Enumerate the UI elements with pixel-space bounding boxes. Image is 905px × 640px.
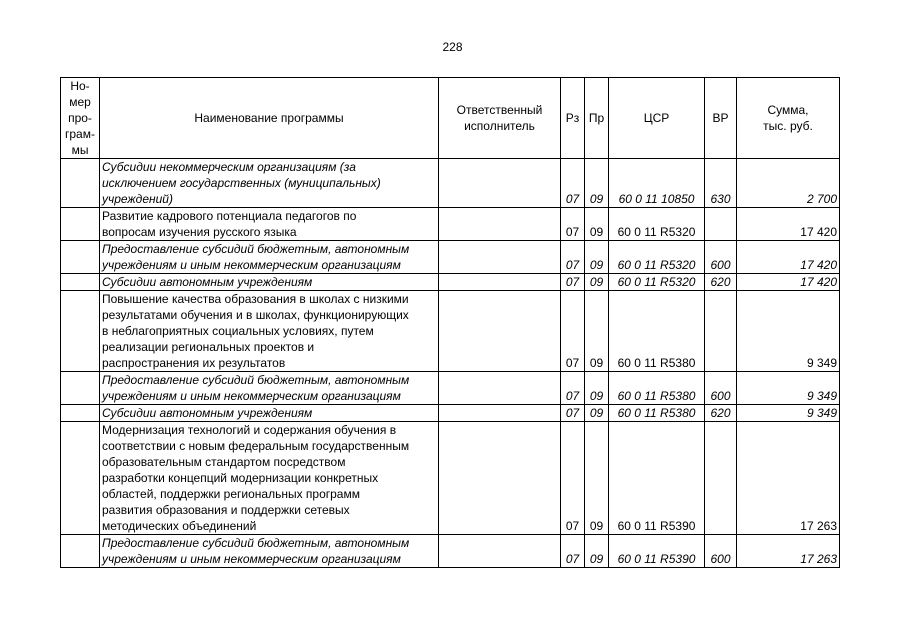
program-number-cell bbox=[61, 241, 100, 274]
page-number: 228 bbox=[442, 40, 463, 54]
csr-cell bbox=[609, 241, 705, 274]
program-name-cell bbox=[100, 208, 439, 241]
table-row bbox=[61, 159, 840, 208]
header-program-number: Но- мер про- грам- мы bbox=[61, 78, 100, 159]
pr-cell-text: 09 bbox=[589, 519, 604, 533]
table-row bbox=[61, 535, 840, 568]
pr-cell bbox=[585, 274, 609, 291]
header-csr: ЦСР bbox=[609, 78, 705, 159]
vr-cell-text: 600 bbox=[710, 258, 731, 272]
program-name-cell-text: Предоставление субсидий бюджетным, автономным учреждениям и иным некоммерческим организациям bbox=[102, 242, 410, 272]
responsible-cell bbox=[439, 422, 561, 535]
responsible-cell bbox=[439, 208, 561, 241]
pr-cell bbox=[585, 208, 609, 241]
pr-cell-text: 09 bbox=[589, 258, 604, 272]
table-row bbox=[61, 405, 840, 422]
csr-cell bbox=[609, 159, 705, 208]
program-name-cell bbox=[100, 372, 439, 405]
table-row bbox=[61, 241, 840, 274]
program-number-cell bbox=[61, 274, 100, 291]
amount-cell bbox=[737, 159, 840, 208]
amount-cell bbox=[737, 422, 840, 535]
csr-cell-text: 60 0 11 R5390 bbox=[617, 519, 696, 533]
csr-cell-text: 60 0 11 R5320 bbox=[617, 258, 696, 272]
program-name-cell-text: Модернизация технологий и содержания обучения в соответствии с новым федеральным государственным образовательным стандартом посредством разработки концепций модернизации конкретных областей, поддержки региональных программ развития образования и поддержки сетевых методических объединений bbox=[102, 423, 410, 533]
csr-cell bbox=[609, 372, 705, 405]
rz-cell-text: 07 bbox=[565, 519, 580, 533]
rz-cell bbox=[561, 208, 585, 241]
program-name-cell-text: Развитие кадрового потенциала педагогов по вопросам изучения русского языка bbox=[102, 209, 357, 239]
vr-cell bbox=[705, 159, 737, 208]
amount-cell-text: 17 420 bbox=[800, 225, 837, 239]
program-name-cell-text: Предоставление субсидий бюджетным, автономным учреждениям и иным некоммерческим организациям bbox=[102, 373, 410, 403]
vr-cell bbox=[705, 208, 737, 241]
responsible-cell bbox=[439, 535, 561, 568]
table-body bbox=[61, 159, 840, 568]
amount-cell-text: 17 420 bbox=[800, 258, 837, 272]
pr-cell-text: 09 bbox=[589, 552, 604, 566]
program-name-cell-text: Субсидии автономным учреждениям bbox=[102, 275, 313, 289]
pr-cell-text: 09 bbox=[589, 275, 604, 289]
amount-cell-text: 17 263 bbox=[800, 552, 837, 566]
pr-cell-text: 09 bbox=[589, 192, 604, 206]
csr-cell bbox=[609, 274, 705, 291]
vr-cell bbox=[705, 535, 737, 568]
amount-cell bbox=[737, 208, 840, 241]
program-name-cell-text: Субсидии некоммерческим организациям (за исключением государственных (муниципальных) учреждений) bbox=[102, 160, 381, 206]
program-name-cell bbox=[100, 405, 439, 422]
rz-cell bbox=[561, 535, 585, 568]
rz-cell bbox=[561, 372, 585, 405]
amount-cell-text: 9 349 bbox=[806, 406, 837, 420]
amount-cell bbox=[737, 274, 840, 291]
program-name-cell bbox=[100, 291, 439, 372]
rz-cell-text: 07 bbox=[565, 356, 580, 370]
amount-cell bbox=[737, 291, 840, 372]
program-name-cell-text: Повышение качества образования в школах с низкими результатами обучения и в школах, функционирующих в неблагоприятных социальных условиях, путем реализации региональных проектов и распространения их результатов bbox=[102, 292, 409, 370]
table-row bbox=[61, 372, 840, 405]
rz-cell bbox=[561, 422, 585, 535]
csr-cell-text: 60 0 11 R5380 bbox=[617, 406, 696, 420]
header-program-name: Наименование программы bbox=[100, 78, 439, 159]
vr-cell bbox=[705, 372, 737, 405]
responsible-cell bbox=[439, 405, 561, 422]
csr-cell-text: 60 0 11 10850 bbox=[618, 192, 695, 206]
rz-cell bbox=[561, 241, 585, 274]
amount-cell bbox=[737, 372, 840, 405]
header-vr: ВР bbox=[705, 78, 737, 159]
table-row bbox=[61, 291, 840, 372]
vr-cell bbox=[705, 241, 737, 274]
responsible-cell bbox=[439, 159, 561, 208]
rz-cell-text: 07 bbox=[565, 258, 580, 272]
header-amount: Сумма, тыс. руб. bbox=[737, 78, 840, 159]
rz-cell-text: 07 bbox=[565, 406, 580, 420]
responsible-cell bbox=[439, 291, 561, 372]
program-number-cell bbox=[61, 372, 100, 405]
amount-cell bbox=[737, 405, 840, 422]
csr-cell bbox=[609, 208, 705, 241]
csr-cell bbox=[609, 422, 705, 535]
csr-cell-text: 60 0 11 R5320 bbox=[617, 225, 696, 239]
program-name-cell-text: Предоставление субсидий бюджетным, автономным учреждениям и иным некоммерческим организациям bbox=[102, 536, 410, 566]
csr-cell-text: 60 0 11 R5320 bbox=[617, 275, 696, 289]
program-name-cell bbox=[100, 422, 439, 535]
pr-cell-text: 09 bbox=[589, 389, 604, 403]
budget-table bbox=[60, 77, 840, 568]
pr-cell bbox=[585, 372, 609, 405]
program-number-cell bbox=[61, 208, 100, 241]
rz-cell-text: 07 bbox=[565, 275, 580, 289]
rz-cell-text: 07 bbox=[565, 225, 580, 239]
csr-cell-text: 60 0 11 R5380 bbox=[617, 356, 696, 370]
vr-cell-text: 620 bbox=[710, 406, 731, 420]
responsible-cell bbox=[439, 372, 561, 405]
table-row bbox=[61, 208, 840, 241]
amount-cell bbox=[737, 241, 840, 274]
header-pr: Пр bbox=[585, 78, 609, 159]
csr-cell-text: 60 0 11 R5390 bbox=[617, 552, 696, 566]
csr-cell-text: 60 0 11 R5380 bbox=[617, 389, 696, 403]
amount-cell-text: 9 349 bbox=[806, 389, 837, 403]
pr-cell-text: 09 bbox=[589, 406, 604, 420]
program-name-cell bbox=[100, 241, 439, 274]
program-name-cell bbox=[100, 535, 439, 568]
csr-cell bbox=[609, 405, 705, 422]
rz-cell-text: 07 bbox=[565, 552, 580, 566]
program-name-cell bbox=[100, 159, 439, 208]
program-number-cell bbox=[61, 405, 100, 422]
amount-cell-text: 17 263 bbox=[800, 519, 837, 533]
amount-cell-text: 17 420 bbox=[800, 275, 837, 289]
table-row bbox=[61, 274, 840, 291]
pr-cell bbox=[585, 159, 609, 208]
pr-cell bbox=[585, 241, 609, 274]
pr-cell bbox=[585, 405, 609, 422]
vr-cell-text: 600 bbox=[710, 552, 731, 566]
responsible-cell bbox=[439, 274, 561, 291]
vr-cell bbox=[705, 274, 737, 291]
vr-cell-text: 630 bbox=[710, 192, 731, 206]
csr-cell bbox=[609, 535, 705, 568]
pr-cell bbox=[585, 422, 609, 535]
vr-cell bbox=[705, 405, 737, 422]
program-name-cell-text: Субсидии автономным учреждениям bbox=[102, 406, 313, 420]
csr-cell bbox=[609, 291, 705, 372]
rz-cell bbox=[561, 291, 585, 372]
header-rz: Рз bbox=[561, 78, 585, 159]
amount-cell bbox=[737, 535, 840, 568]
responsible-cell bbox=[439, 241, 561, 274]
vr-cell-text: 620 bbox=[710, 275, 731, 289]
pr-cell-text: 09 bbox=[589, 225, 604, 239]
table-row bbox=[61, 422, 840, 535]
program-number-cell bbox=[61, 159, 100, 208]
rz-cell bbox=[561, 405, 585, 422]
program-number-cell bbox=[61, 422, 100, 535]
rz-cell bbox=[561, 274, 585, 291]
table-header-row bbox=[61, 78, 840, 159]
vr-cell-text: 600 bbox=[710, 389, 731, 403]
header-responsible: Ответственный исполнитель bbox=[439, 78, 561, 159]
amount-cell-text: 2 700 bbox=[806, 192, 837, 206]
program-number-cell bbox=[61, 535, 100, 568]
program-number-cell bbox=[61, 291, 100, 372]
rz-cell-text: 07 bbox=[565, 192, 580, 206]
pr-cell bbox=[585, 535, 609, 568]
rz-cell-text: 07 bbox=[565, 389, 580, 403]
vr-cell bbox=[705, 291, 737, 372]
amount-cell-text: 9 349 bbox=[806, 356, 837, 370]
rz-cell bbox=[561, 159, 585, 208]
vr-cell bbox=[705, 422, 737, 535]
pr-cell bbox=[585, 291, 609, 372]
program-name-cell bbox=[100, 274, 439, 291]
pr-cell-text: 09 bbox=[589, 356, 604, 370]
